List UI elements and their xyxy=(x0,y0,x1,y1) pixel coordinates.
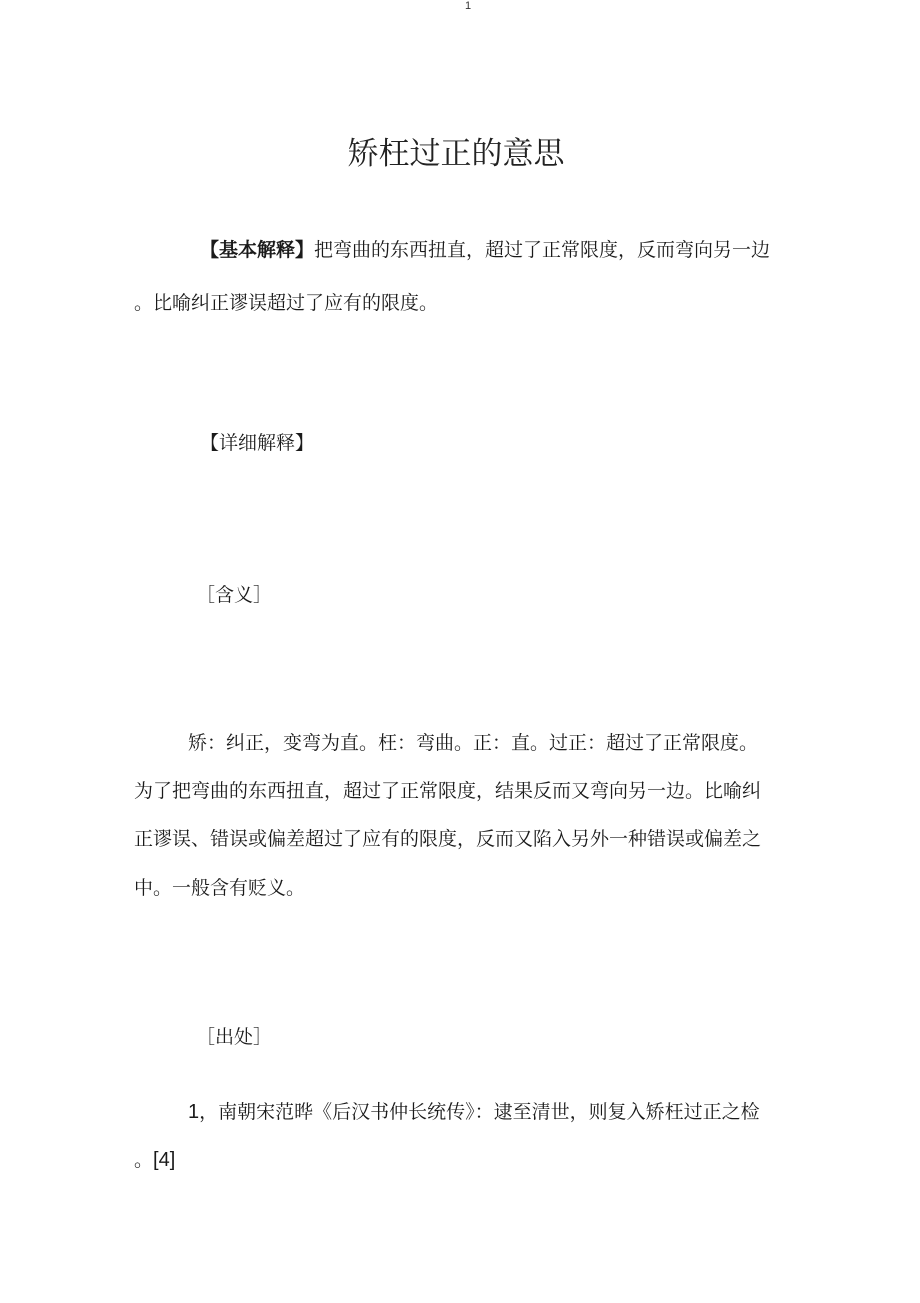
meaning-line-3: 正谬误、错误或偏差超过了应有的限度，反而又陷入另外一种错误或偏差之 xyxy=(134,828,762,850)
meaning-line-1: 矫：纠正，变弯为直。枉：弯曲。正：直。过正：超过了正常限度。 xyxy=(188,732,759,754)
basic-explanation-line-2: 。比喻纠正谬误超过了应有的限度。 xyxy=(134,292,439,314)
source-item-number: 1 xyxy=(188,1101,200,1123)
basic-explanation-label: 【基本解释】 xyxy=(200,239,315,261)
meaning-label: ［含义］ xyxy=(196,584,273,606)
document-title: 矫枉过正的意思 xyxy=(347,136,565,172)
source-label: ［出处］ xyxy=(196,1026,273,1048)
source-item-1-line-2 xyxy=(134,1145,175,1172)
meaning-line-4: 中。一般含有贬义。 xyxy=(134,877,306,899)
detail-explanation-label: 【详细解释】 xyxy=(200,432,315,454)
source-item-text: ，南朝宋范晔《后汉书仲长统传》：逮至清世，则复入矫枉过正之检 xyxy=(199,1101,760,1123)
page-number: 1 xyxy=(464,0,472,12)
source-item-1-line-1 xyxy=(188,1097,760,1124)
basic-explanation-text: 把弯曲的东西扭直，超过了正常限度，反而弯向另一边 xyxy=(314,239,771,261)
basic-explanation-line-1 xyxy=(200,235,770,262)
source-reference: [4] xyxy=(153,1149,176,1171)
source-item-cont: 。 xyxy=(134,1149,154,1171)
meaning-line-2: 为了把弯曲的东西扭直，超过了正常限度，结果反而又弯向另一边。比喻纠 xyxy=(134,780,762,802)
